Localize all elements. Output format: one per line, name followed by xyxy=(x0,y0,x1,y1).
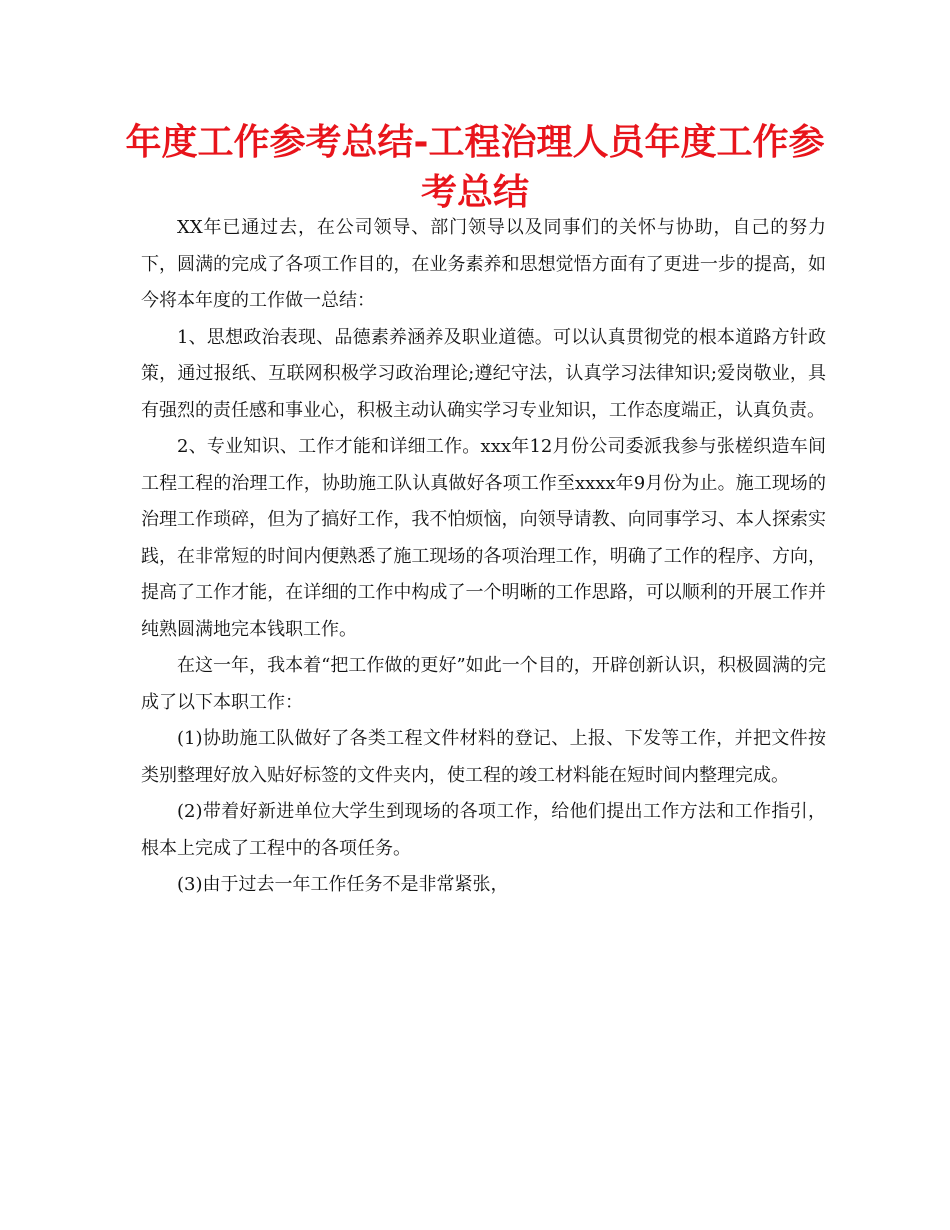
paragraph-intro: XX年已通过去，在公司领导、部门领导以及同事们的关怀与协助，自己的努力下，圆满的完成了各项工作目的，在业务素养和思想觉悟方面有了更进一步的提高，如今将本年度的工作做一总结： xyxy=(141,217,826,311)
document-body xyxy=(141,210,826,904)
paragraph-1-political: 1、思想政治表现、品德素养涵养及职业道德。可以认真贯彻党的根本道路方针政策，通过报纸、互联网积极学习政治理论;遵纪守法，认真学习法律知识;爱岗敬业，具有强烈的责任感和事业心，积极主动认确实学习专业知识，工作态度端正，认真负责。 xyxy=(141,326,826,421)
paragraph-item-2: (2)带着好新进单位大学生到现场的各项工作，给他们提出工作方法和工作指引，根本上完成了工程中的各项任务。 xyxy=(141,801,826,859)
paragraph-item-3: (3)由于过去一年工作任务不是非常紧张， xyxy=(177,874,509,895)
paragraph-this-year: 在这一年，我本着“把工作做的更好”如此一个目的，开辟创新认识，积极圆满的完成了以下本职工作： xyxy=(141,655,826,713)
paragraph-2-professional: 2、专业知识、工作才能和详细工作。xxx年12月份公司委派我参与张槎织造车间工程工程的治理工作，协助施工队认真做好各项工作至xxxx年9月份为止。施工现场的治理工作琐碎，但为了搞好工作，我不怕烦恼，向领导请教、向同事学习、本人探索实践，在非常短的时间内便熟悉了施工现场的各项治理工作，明确了工作的程序、方向，提高了工作才能，在详细的工作中构成了一个明晰的工作思路，可以顺利的开展工作并纯熟圆满地完本钱职工作。 xyxy=(141,436,826,640)
document-title: 年度工作参考总结-工程治理人员年度工作参考总结 xyxy=(125,122,825,213)
paragraph-item-1: (1)协助施工队做好了各类工程文件材料的登记、上报、下发等工作，并把文件按类别整理好放入贴好标签的文件夹内，使工程的竣工材料能在短时间内整理完成。 xyxy=(141,728,826,786)
